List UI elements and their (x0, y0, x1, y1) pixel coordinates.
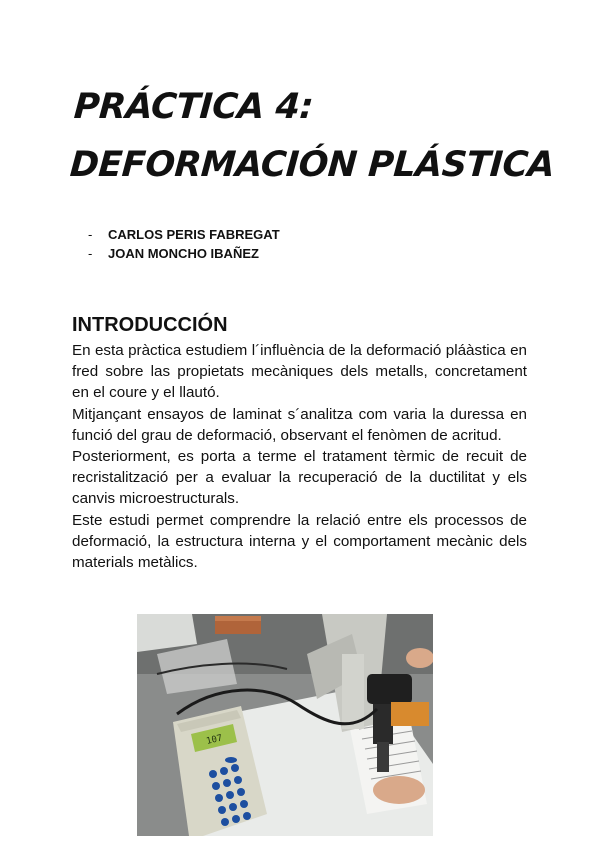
hardness-tester-photo (137, 614, 433, 836)
page-title (68, 78, 560, 194)
author-item (88, 225, 280, 244)
author-list (88, 225, 280, 263)
bullet-dash: - (88, 227, 93, 242)
author-item (88, 244, 280, 263)
bullet-dash: - (88, 246, 93, 261)
intro-paragraph: Mitjançant ensayos de laminat s´analitza com varia la duressa en funció del grau de deformació, observant el fenòmen de acritud. (72, 405, 527, 444)
title-line-1: PRÁCTICA 4: (72, 87, 315, 127)
intro-paragraph: En esta pràctica estudiem l´influència de la deformació pláàstica en fred sobre las propietats mecàniques dels metalls, concretament en el coure y el llautó. (72, 342, 527, 402)
intro-paragraph: Este estudi permet comprendre la relació entre els processos de deformació, la estructura interna y el comportament mecànic dels materials metàlics. (72, 511, 527, 572)
display-reading: 107 (205, 733, 224, 747)
introduction-section (72, 312, 527, 573)
intro-paragraph: Posteriorment, es porta a terme el tratament tèrmic de recuit de recristalització per a evaluar la recuperació de la ductilitat y els canvis microestructurals. (72, 448, 527, 508)
author-name: JOAN MONCHO IBAÑEZ (108, 246, 259, 261)
title-line-2: DEFORMACIÓN PLÁSTICA (68, 145, 556, 185)
photo-illustration (137, 614, 433, 836)
author-name: CARLOS PERIS FABREGAT (108, 227, 280, 242)
section-heading: INTRODUCCIÓN (72, 314, 228, 336)
